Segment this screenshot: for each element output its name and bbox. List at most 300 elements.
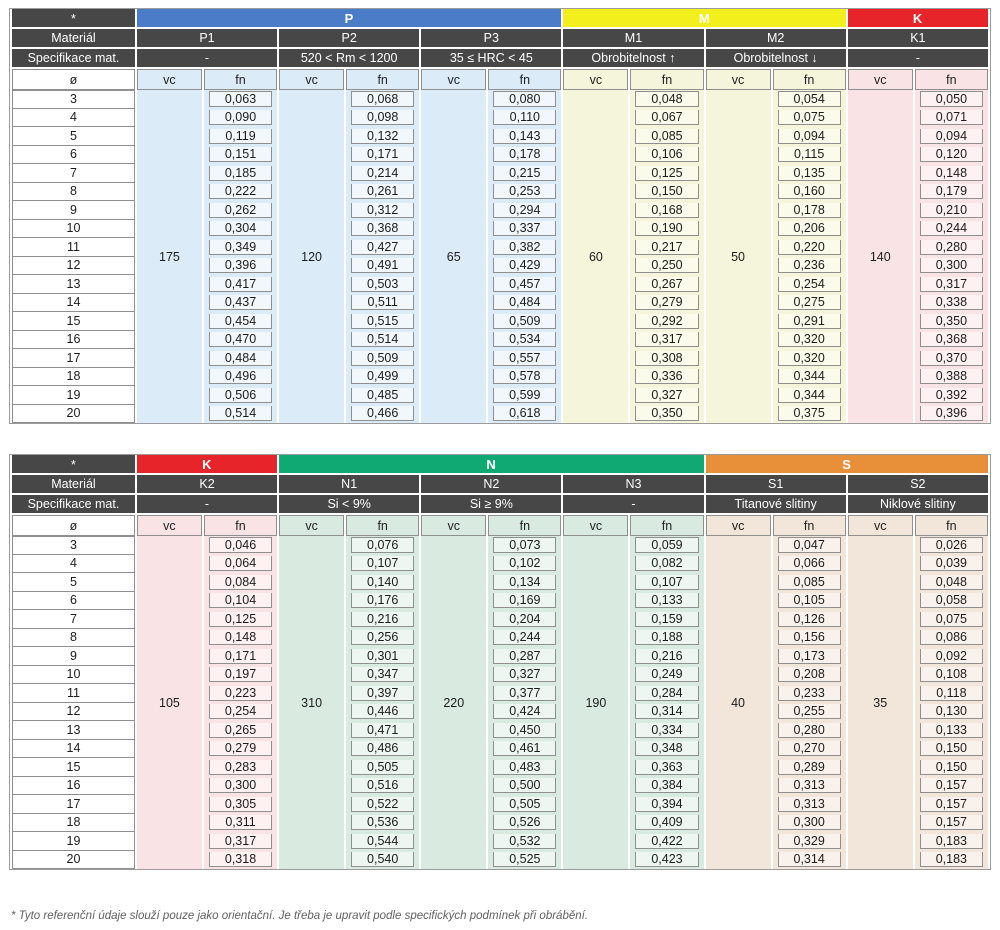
fn-cell-S2 <box>915 721 988 740</box>
fn-value-P2: 0,499 <box>351 369 414 384</box>
material-label: Materiál <box>12 475 135 495</box>
diameter-value: 6 <box>12 146 135 165</box>
fn-value-P2: 0,132 <box>351 129 414 144</box>
fn-cell-P1 <box>204 386 277 405</box>
fn-value-P3: 0,429 <box>493 258 556 273</box>
fn-header-P3: fn <box>488 69 561 90</box>
fn-value-P2: 0,515 <box>351 314 414 329</box>
vc-header-M2: vc <box>706 69 771 90</box>
fn-value-P2: 0,466 <box>351 406 414 421</box>
fn-cell-P2 <box>346 405 419 424</box>
fn-cell-S1 <box>773 851 846 870</box>
vc-header-P1: vc <box>137 69 202 90</box>
spec-K1: - <box>848 49 988 69</box>
fn-value-M2: 0,344 <box>778 388 841 403</box>
fn-cell-P2 <box>346 368 419 387</box>
fn-value-N2: 0,461 <box>493 741 556 756</box>
fn-value-P1: 0,437 <box>209 295 272 310</box>
fn-cell-M2 <box>773 294 846 313</box>
fn-value-P3: 0,599 <box>493 388 556 403</box>
fn-value-M1: 0,317 <box>635 332 698 347</box>
fn-cell-K1 <box>915 90 988 109</box>
fn-value-K2: 0,265 <box>209 723 272 738</box>
fn-cell-N2 <box>488 814 561 833</box>
fn-cell-K2 <box>204 777 277 796</box>
fn-value-P2: 0,511 <box>351 295 414 310</box>
fn-value-S1: 0,329 <box>778 834 841 849</box>
spec-S2: Niklové slitiny <box>848 495 988 515</box>
fn-value-M1: 0,106 <box>635 147 698 162</box>
fn-cell-S1 <box>773 721 846 740</box>
fn-header-P2: fn <box>346 69 419 90</box>
fn-cell-S1 <box>773 666 846 685</box>
spec-K2: - <box>137 495 277 515</box>
diameter-value: 14 <box>12 294 135 313</box>
fn-value-K1: 0,350 <box>920 314 983 329</box>
fn-cell-M2 <box>773 127 846 146</box>
fn-value-S2: 0,130 <box>920 704 983 719</box>
fn-cell-N2 <box>488 666 561 685</box>
fn-cell-M2 <box>773 90 846 109</box>
fn-value-S2: 0,118 <box>920 686 983 701</box>
fn-cell-M1 <box>630 331 703 350</box>
fn-cell-S1 <box>773 610 846 629</box>
material-header-S1: S1 <box>706 475 846 495</box>
vc-value-N2: 220 <box>421 536 486 869</box>
diameter-label: ø <box>12 515 135 536</box>
fn-cell-N1 <box>346 795 419 814</box>
fn-value-N2: 0,134 <box>493 575 556 590</box>
spec-row <box>12 49 988 69</box>
fn-cell-N2 <box>488 592 561 611</box>
fn-cell-N1 <box>346 573 419 592</box>
fn-cell-M2 <box>773 312 846 331</box>
vc-value-S2: 35 <box>848 536 913 869</box>
fn-cell-N2 <box>488 555 561 574</box>
fn-cell-P2 <box>346 201 419 220</box>
fn-cell-N3 <box>630 832 703 851</box>
fn-value-N1: 0,347 <box>351 667 414 682</box>
fn-cell-S1 <box>773 814 846 833</box>
fn-cell-P1 <box>204 109 277 128</box>
fn-value-N1: 0,544 <box>351 834 414 849</box>
fn-value-S1: 0,126 <box>778 612 841 627</box>
fn-value-S2: 0,157 <box>920 815 983 830</box>
fn-value-M2: 0,254 <box>778 277 841 292</box>
fn-cell-N3 <box>630 684 703 703</box>
fn-value-S2: 0,150 <box>920 760 983 775</box>
diameter-value: 17 <box>12 349 135 368</box>
vc-header-S1: vc <box>706 515 771 536</box>
fn-cell-P2 <box>346 275 419 294</box>
fn-value-N3: 0,284 <box>635 686 698 701</box>
fn-value-N2: 0,500 <box>493 778 556 793</box>
fn-value-P3: 0,143 <box>493 129 556 144</box>
fn-value-M2: 0,054 <box>778 91 841 107</box>
diameter-value: 19 <box>12 832 135 851</box>
fn-cell-N1 <box>346 832 419 851</box>
fn-value-M2: 0,344 <box>778 369 841 384</box>
fn-value-P2: 0,098 <box>351 110 414 125</box>
fn-header-K2: fn <box>204 515 277 536</box>
fn-cell-S1 <box>773 703 846 722</box>
fn-value-M2: 0,275 <box>778 295 841 310</box>
fn-value-K1: 0,392 <box>920 388 983 403</box>
corner-asterisk: * <box>12 455 135 475</box>
fn-value-N3: 0,082 <box>635 556 698 571</box>
fn-cell-N2 <box>488 777 561 796</box>
fn-cell-N3 <box>630 573 703 592</box>
fn-cell-S1 <box>773 555 846 574</box>
fn-value-N2: 0,450 <box>493 723 556 738</box>
fn-cell-K1 <box>915 331 988 350</box>
fn-header-P1: fn <box>204 69 277 90</box>
fn-value-K1: 0,210 <box>920 203 983 218</box>
fn-value-S1: 0,313 <box>778 778 841 793</box>
fn-cell-M1 <box>630 238 703 257</box>
diameter-value: 11 <box>12 684 135 703</box>
fn-cell-K2 <box>204 684 277 703</box>
fn-value-P1: 0,151 <box>209 147 272 162</box>
material-header-P3: P3 <box>421 29 561 49</box>
fn-value-N3: 0,249 <box>635 667 698 682</box>
fn-value-P1: 0,222 <box>209 184 272 199</box>
fn-cell-M1 <box>630 386 703 405</box>
fn-value-M2: 0,320 <box>778 351 841 366</box>
fn-cell-P3 <box>488 238 561 257</box>
fn-cell-S1 <box>773 758 846 777</box>
fn-value-M2: 0,135 <box>778 166 841 181</box>
fn-value-N1: 0,471 <box>351 723 414 738</box>
fn-value-S1: 0,047 <box>778 537 841 553</box>
fn-cell-K1 <box>915 183 988 202</box>
fn-value-P3: 0,557 <box>493 351 556 366</box>
fn-cell-P1 <box>204 183 277 202</box>
fn-value-K2: 0,305 <box>209 797 272 812</box>
fn-cell-K1 <box>915 405 988 424</box>
diameter-value: 13 <box>12 275 135 294</box>
fn-value-K2: 0,197 <box>209 667 272 682</box>
fn-cell-P2 <box>346 183 419 202</box>
band-header-K: K <box>848 9 988 29</box>
fn-value-P1: 0,417 <box>209 277 272 292</box>
fn-value-N1: 0,486 <box>351 741 414 756</box>
fn-header-S1: fn <box>773 515 846 536</box>
diameter-value: 4 <box>12 555 135 574</box>
fn-cell-S2 <box>915 795 988 814</box>
fn-cell-M2 <box>773 201 846 220</box>
fn-value-P2: 0,261 <box>351 184 414 199</box>
fn-cell-N1 <box>346 610 419 629</box>
fn-value-K1: 0,120 <box>920 147 983 162</box>
fn-cell-K2 <box>204 721 277 740</box>
fn-cell-P3 <box>488 164 561 183</box>
fn-header-N1: fn <box>346 515 419 536</box>
fn-cell-K1 <box>915 201 988 220</box>
fn-value-M2: 0,075 <box>778 110 841 125</box>
fn-value-P1: 0,185 <box>209 166 272 181</box>
fn-cell-M2 <box>773 183 846 202</box>
fn-value-P3: 0,110 <box>493 110 556 125</box>
fn-value-N2: 0,525 <box>493 852 556 867</box>
fn-value-K2: 0,046 <box>209 537 272 553</box>
fn-cell-S2 <box>915 758 988 777</box>
fn-value-M2: 0,094 <box>778 129 841 144</box>
fn-value-N1: 0,216 <box>351 612 414 627</box>
diameter-value: 4 <box>12 109 135 128</box>
fn-value-S2: 0,086 <box>920 630 983 645</box>
fn-value-N2: 0,483 <box>493 760 556 775</box>
fn-cell-M1 <box>630 109 703 128</box>
fn-cell-P2 <box>346 331 419 350</box>
diameter-value: 7 <box>12 610 135 629</box>
fn-cell-M1 <box>630 183 703 202</box>
fn-value-N1: 0,540 <box>351 852 414 867</box>
fn-cell-N3 <box>630 629 703 648</box>
fn-cell-P2 <box>346 164 419 183</box>
fn-header-K1: fn <box>915 69 988 90</box>
fn-cell-P1 <box>204 331 277 350</box>
fn-cell-P3 <box>488 183 561 202</box>
fn-value-K2: 0,318 <box>209 852 272 867</box>
fn-value-S2: 0,133 <box>920 723 983 738</box>
fn-cell-M2 <box>773 405 846 424</box>
fn-value-N3: 0,159 <box>635 612 698 627</box>
fn-header-N2: fn <box>488 515 561 536</box>
fn-cell-M2 <box>773 164 846 183</box>
fn-cell-N2 <box>488 740 561 759</box>
fn-value-N2: 0,169 <box>493 593 556 608</box>
fn-cell-S1 <box>773 536 846 555</box>
fn-cell-N2 <box>488 758 561 777</box>
fn-cell-N2 <box>488 573 561 592</box>
fn-value-S1: 0,105 <box>778 593 841 608</box>
diameter-value: 9 <box>12 647 135 666</box>
fn-cell-M2 <box>773 349 846 368</box>
fn-value-P2: 0,312 <box>351 203 414 218</box>
fn-value-N2: 0,073 <box>493 537 556 553</box>
fn-cell-M1 <box>630 220 703 239</box>
fn-value-P1: 0,262 <box>209 203 272 218</box>
fn-cell-M1 <box>630 312 703 331</box>
fn-cell-S2 <box>915 592 988 611</box>
fn-cell-N1 <box>346 555 419 574</box>
fn-cell-N2 <box>488 647 561 666</box>
spec-P2: 520 < Rm < 1200 <box>279 49 419 69</box>
band-header-P: P <box>137 9 561 29</box>
fn-cell-M1 <box>630 405 703 424</box>
fn-value-P2: 0,214 <box>351 166 414 181</box>
fn-value-K1: 0,244 <box>920 221 983 236</box>
fn-value-M1: 0,067 <box>635 110 698 125</box>
fn-cell-P3 <box>488 90 561 109</box>
spec-M2: Obrobitelnost ↓ <box>706 49 846 69</box>
fn-value-N2: 0,505 <box>493 797 556 812</box>
fn-cell-N2 <box>488 703 561 722</box>
fn-cell-K2 <box>204 740 277 759</box>
fn-value-M2: 0,220 <box>778 240 841 255</box>
band-row <box>12 455 988 475</box>
fn-cell-N3 <box>630 703 703 722</box>
fn-value-M1: 0,267 <box>635 277 698 292</box>
fn-cell-N3 <box>630 851 703 870</box>
fn-value-N1: 0,516 <box>351 778 414 793</box>
vc-value-N3: 190 <box>563 536 628 869</box>
fn-cell-N1 <box>346 684 419 703</box>
fn-value-N1: 0,446 <box>351 704 414 719</box>
vc-header-N3: vc <box>563 515 628 536</box>
material-header-K1: K1 <box>848 29 988 49</box>
diameter-value: 20 <box>12 851 135 870</box>
fn-value-N3: 0,216 <box>635 649 698 664</box>
fn-cell-S2 <box>915 629 988 648</box>
fn-cell-K1 <box>915 312 988 331</box>
fn-cell-N2 <box>488 684 561 703</box>
cutting-data-table-kns <box>9 454 991 870</box>
diameter-value: 15 <box>12 758 135 777</box>
spec-row <box>12 495 988 515</box>
fn-cell-P3 <box>488 368 561 387</box>
fn-header-N3: fn <box>630 515 703 536</box>
fn-value-K1: 0,148 <box>920 166 983 181</box>
material-header-N3: N3 <box>563 475 703 495</box>
fn-value-N2: 0,102 <box>493 556 556 571</box>
band-header-N: N <box>279 455 703 475</box>
fn-value-S2: 0,048 <box>920 575 983 590</box>
fn-cell-P1 <box>204 368 277 387</box>
fn-value-S2: 0,092 <box>920 649 983 664</box>
fn-value-P1: 0,396 <box>209 258 272 273</box>
fn-value-N2: 0,424 <box>493 704 556 719</box>
fn-value-M2: 0,115 <box>778 147 841 162</box>
fn-value-P2: 0,427 <box>351 240 414 255</box>
fn-cell-P3 <box>488 294 561 313</box>
fn-cell-N1 <box>346 647 419 666</box>
material-header-M2: M2 <box>706 29 846 49</box>
cutting-data-table-pmk <box>9 8 991 424</box>
material-header-N1: N1 <box>279 475 419 495</box>
fn-cell-N3 <box>630 777 703 796</box>
fn-cell-K2 <box>204 814 277 833</box>
fn-cell-M1 <box>630 275 703 294</box>
fn-value-P1: 0,454 <box>209 314 272 329</box>
fn-value-P1: 0,063 <box>209 91 272 107</box>
fn-cell-P2 <box>346 238 419 257</box>
fn-value-K2: 0,254 <box>209 704 272 719</box>
fn-value-P3: 0,294 <box>493 203 556 218</box>
fn-value-K2: 0,148 <box>209 630 272 645</box>
diameter-value: 10 <box>12 220 135 239</box>
fn-value-K1: 0,300 <box>920 258 983 273</box>
material-label: Materiál <box>12 29 135 49</box>
fn-value-N3: 0,107 <box>635 575 698 590</box>
fn-value-N2: 0,532 <box>493 834 556 849</box>
fn-value-M2: 0,320 <box>778 332 841 347</box>
corner-asterisk: * <box>12 9 135 29</box>
fn-cell-M2 <box>773 109 846 128</box>
fn-value-M1: 0,327 <box>635 388 698 403</box>
fn-value-M1: 0,150 <box>635 184 698 199</box>
spec-label: Specifikace mat. <box>12 495 135 515</box>
fn-value-N3: 0,363 <box>635 760 698 775</box>
fn-cell-M1 <box>630 349 703 368</box>
fn-value-K2: 0,317 <box>209 834 272 849</box>
vc-value-P2: 120 <box>279 90 344 423</box>
fn-value-N2: 0,327 <box>493 667 556 682</box>
fn-value-M2: 0,375 <box>778 406 841 421</box>
fn-value-K1: 0,317 <box>920 277 983 292</box>
fn-value-N1: 0,140 <box>351 575 414 590</box>
fn-cell-N3 <box>630 814 703 833</box>
fn-cell-N3 <box>630 795 703 814</box>
fn-value-S1: 0,300 <box>778 815 841 830</box>
fn-cell-N2 <box>488 610 561 629</box>
fn-cell-P1 <box>204 312 277 331</box>
fn-value-N3: 0,188 <box>635 630 698 645</box>
spec-S1: Titanové slitiny <box>706 495 846 515</box>
fn-value-K1: 0,280 <box>920 240 983 255</box>
fn-cell-P1 <box>204 238 277 257</box>
fn-cell-K1 <box>915 238 988 257</box>
fn-value-S1: 0,066 <box>778 556 841 571</box>
fn-value-P2: 0,368 <box>351 221 414 236</box>
diameter-value: 8 <box>12 183 135 202</box>
fn-value-K1: 0,050 <box>920 91 983 107</box>
material-header-P1: P1 <box>137 29 277 49</box>
fn-value-N2: 0,287 <box>493 649 556 664</box>
fn-value-N3: 0,314 <box>635 704 698 719</box>
fn-cell-M1 <box>630 201 703 220</box>
fn-value-S2: 0,150 <box>920 741 983 756</box>
fn-value-P3: 0,215 <box>493 166 556 181</box>
table-row <box>12 536 988 555</box>
fn-value-M2: 0,178 <box>778 203 841 218</box>
fn-cell-P2 <box>346 220 419 239</box>
fn-cell-N3 <box>630 647 703 666</box>
fn-value-P2: 0,491 <box>351 258 414 273</box>
fn-cell-N1 <box>346 592 419 611</box>
diameter-value: 10 <box>12 666 135 685</box>
fn-value-P3: 0,457 <box>493 277 556 292</box>
vc-value-S1: 40 <box>706 536 771 869</box>
fn-cell-K2 <box>204 703 277 722</box>
diameter-value: 17 <box>12 795 135 814</box>
fn-cell-P3 <box>488 109 561 128</box>
fn-value-N2: 0,204 <box>493 612 556 627</box>
material-header-N2: N2 <box>421 475 561 495</box>
fn-value-P3: 0,509 <box>493 314 556 329</box>
fn-cell-P3 <box>488 331 561 350</box>
fn-value-P2: 0,514 <box>351 332 414 347</box>
fn-cell-P2 <box>346 146 419 165</box>
fn-value-N3: 0,059 <box>635 537 698 553</box>
fn-value-N3: 0,409 <box>635 815 698 830</box>
fn-cell-M2 <box>773 275 846 294</box>
subheader-row <box>12 515 988 536</box>
fn-value-K2: 0,104 <box>209 593 272 608</box>
diameter-value: 8 <box>12 629 135 648</box>
fn-cell-P2 <box>346 127 419 146</box>
fn-cell-K1 <box>915 257 988 276</box>
fn-cell-P3 <box>488 146 561 165</box>
fn-value-S1: 0,156 <box>778 630 841 645</box>
fn-cell-S1 <box>773 647 846 666</box>
fn-value-N3: 0,422 <box>635 834 698 849</box>
fn-cell-P3 <box>488 201 561 220</box>
fn-cell-P1 <box>204 164 277 183</box>
vc-header-K1: vc <box>848 69 913 90</box>
fn-cell-M2 <box>773 331 846 350</box>
